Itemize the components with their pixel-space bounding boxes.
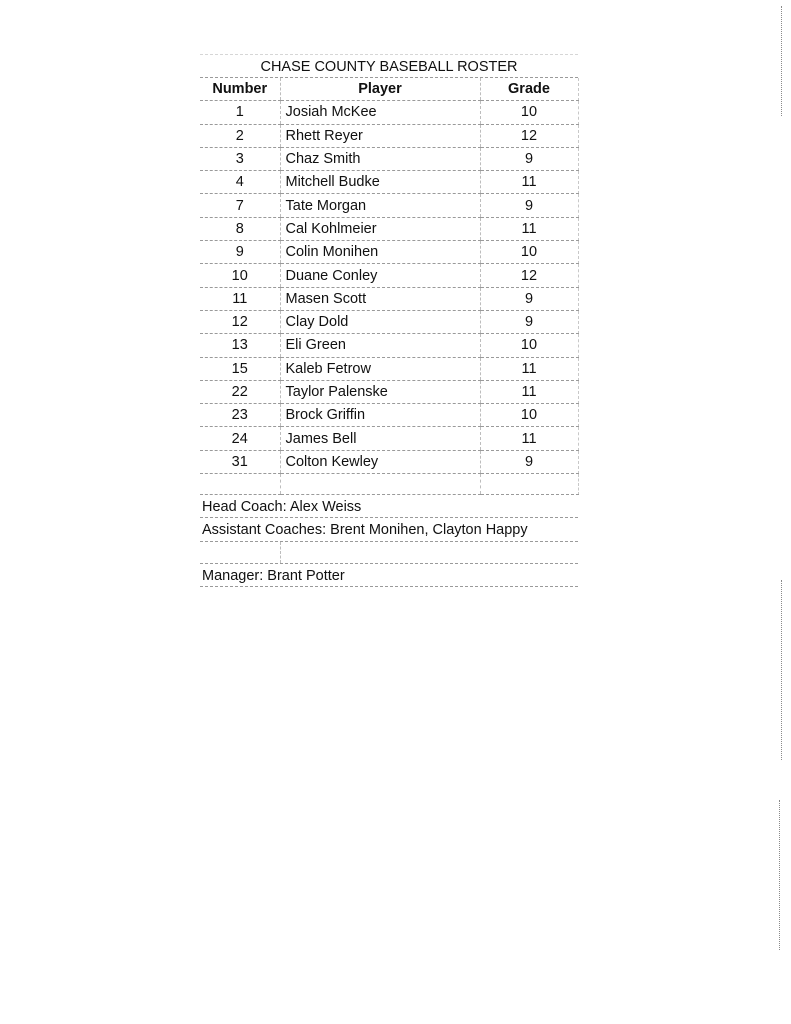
player-name: Taylor Palenske [280,380,480,403]
player-name: Josiah McKee [280,101,480,124]
table-row [200,124,578,147]
player-number: 13 [200,334,280,357]
player-number: 1 [200,101,280,124]
player-grade: 10 [480,241,578,264]
table-row [200,217,578,240]
player-name: Duane Conley [280,264,480,287]
player-name: Chaz Smith [280,147,480,170]
player-name: Brock Griffin [280,404,480,427]
assistant-coaches-line: Assistant Coaches: Brent Monihen, Clayton Happy [200,518,578,541]
player-number: 12 [200,310,280,333]
player-grade: 9 [480,310,578,333]
player-grade: 12 [480,124,578,147]
table-row [200,194,578,217]
player-number: 2 [200,124,280,147]
player-name: Mitchell Budke [280,171,480,194]
table-row [200,380,578,403]
player-grade: 10 [480,404,578,427]
blank-row [200,474,578,495]
table-row [200,147,578,170]
table-row [200,171,578,194]
player-number: 11 [200,287,280,310]
head-coach-line: Head Coach: Alex Weiss [200,495,578,518]
player-name: Colin Monihen [280,241,480,264]
staff-blank-row [200,542,578,564]
player-name: Tate Morgan [280,194,480,217]
player-grade: 11 [480,171,578,194]
blank-cell [280,474,480,495]
scan-edge-mark [781,6,782,116]
player-number: 31 [200,450,280,473]
player-number: 4 [200,171,280,194]
scan-edge-mark [781,580,782,760]
gap-divider [280,542,281,563]
player-name: Eli Green [280,334,480,357]
player-number: 23 [200,404,280,427]
player-grade: 11 [480,427,578,450]
player-name: Rhett Reyer [280,124,480,147]
column-header-player: Player [280,78,480,101]
player-number: 8 [200,217,280,240]
table-row [200,334,578,357]
table-row [200,427,578,450]
table-row [200,241,578,264]
header-row [200,78,578,101]
manager-line: Manager: Brant Potter [200,564,578,587]
player-grade: 10 [480,101,578,124]
player-name: Clay Dold [280,310,480,333]
table-row [200,357,578,380]
roster-sheet [200,54,578,587]
player-number: 22 [200,380,280,403]
player-grade: 10 [480,334,578,357]
table-row [200,450,578,473]
table-row [200,101,578,124]
player-grade: 9 [480,450,578,473]
scan-edge-mark [779,800,780,950]
player-grade: 9 [480,194,578,217]
player-number: 10 [200,264,280,287]
roster-table [200,78,579,495]
table-row [200,264,578,287]
player-grade: 11 [480,217,578,240]
player-grade: 12 [480,264,578,287]
player-number: 7 [200,194,280,217]
table-row [200,310,578,333]
player-name: Masen Scott [280,287,480,310]
column-header-number: Number [200,78,280,101]
player-number: 15 [200,357,280,380]
player-grade: 11 [480,357,578,380]
player-grade: 9 [480,147,578,170]
player-grade: 11 [480,380,578,403]
blank-cell [200,474,280,495]
table-row [200,287,578,310]
player-name: Colton Kewley [280,450,480,473]
player-name: Kaleb Fetrow [280,357,480,380]
player-number: 9 [200,241,280,264]
player-name: Cal Kohlmeier [280,217,480,240]
roster-title: CHASE COUNTY BASEBALL ROSTER [200,54,578,78]
player-grade: 9 [480,287,578,310]
column-header-grade: Grade [480,78,578,101]
player-number: 3 [200,147,280,170]
player-number: 24 [200,427,280,450]
blank-cell [480,474,578,495]
table-row [200,404,578,427]
player-name: James Bell [280,427,480,450]
